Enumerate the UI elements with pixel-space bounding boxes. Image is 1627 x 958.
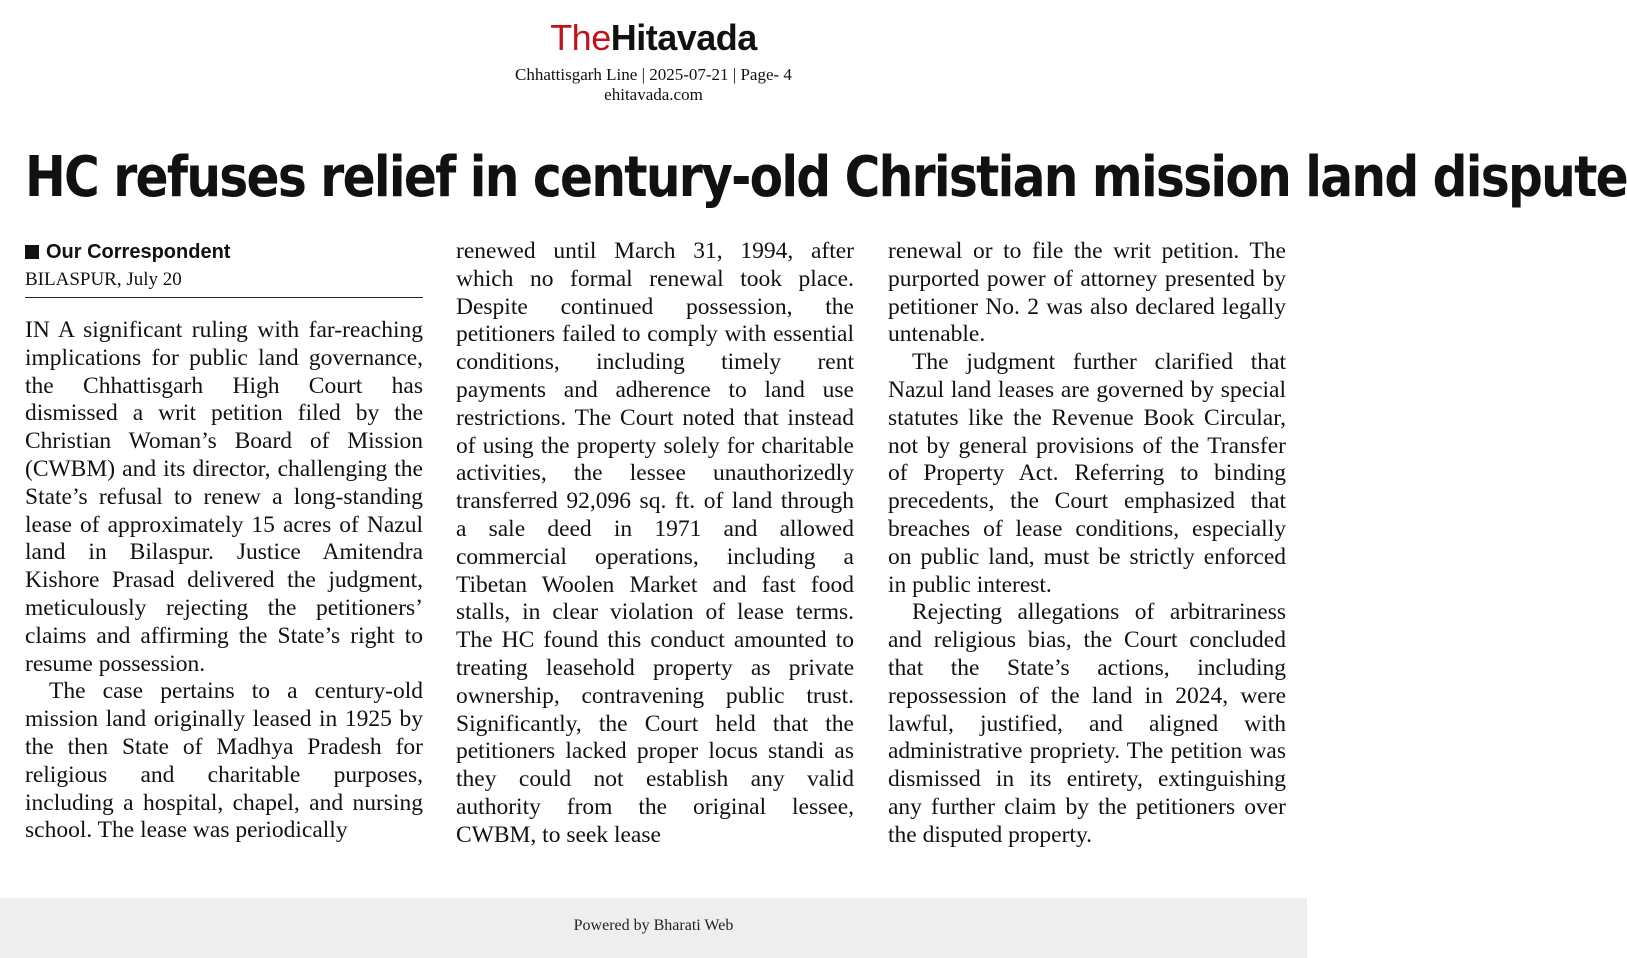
masthead bbox=[0, 18, 1307, 105]
paragraph: renewed until March 31, 1994, after which no formal renewal took place. Despite continued possession, the petitioners failed to comply with essential conditions, including timely rent payments and adherence to land use restrictions. The Court noted that instead of using the property solely for charitable activities, the lessee unauthorizedly transferred 92,096 sq. ft. of land through a sale deed in 1971 and allowed commercial operations, including a Tibetan Woolen Market and fast food stalls, in clear violation of lease terms. The HC found this conduct amounted to treating leasehold property as private ownership, contravening public trust. Significantly, the Court held that the petitioners lacked proper locus standi as they could not establish any valid authority from the original lessee, CWBM, to seek lease bbox=[456, 238, 854, 848]
separator: | bbox=[641, 65, 645, 84]
paragraph: renewal or to file the writ petition. The purported power of attorney presented by petitioner No. 2 was also declared legally untenable. bbox=[888, 238, 1286, 348]
site-url[interactable]: ehitavada.com bbox=[604, 85, 703, 104]
paragraph: The case pertains to a century-old mission land originally leased in 1925 by the then State of Madhya Pradesh for religious and charitable purposes, including a hospital, chapel, and nursing school. The lease was periodically bbox=[25, 678, 423, 844]
article-column-3 bbox=[888, 238, 1286, 850]
article-headline: HC refuses relief in century-old Christian mission land dispute bbox=[25, 145, 1627, 210]
edition-name: Chhattisgarh Line bbox=[515, 65, 638, 84]
separator: | bbox=[732, 65, 737, 84]
logo-part-hitavada: Hitavada bbox=[610, 17, 757, 58]
page-number: Page- 4 bbox=[740, 65, 792, 84]
article-column-2 bbox=[456, 238, 854, 850]
square-bullet-icon bbox=[25, 245, 39, 259]
logo-part-the: The bbox=[550, 17, 611, 58]
publication-logo[interactable] bbox=[0, 18, 1307, 58]
byline-text: Our Correspondent bbox=[46, 241, 231, 263]
powered-by-text[interactable]: Powered by Bharati Web bbox=[573, 917, 734, 934]
paragraph: The judgment further clarified that Nazul land leases are governed by special statutes like the Revenue Book Circular, not by general provisions of the Transfer of Property Act. Referring to binding precedents, the Court emphasized that breaches of lease conditions, especially on public land, must be strictly enforced in public interest. bbox=[888, 349, 1286, 598]
edition-info bbox=[0, 64, 1307, 85]
article-column-1 bbox=[25, 238, 423, 845]
paragraph: IN A significant ruling with far-reaching implications for public land governance, the Chhattisgarh High Court has dismissed a writ petition filed by the Christian Woman’s Board of Mission (CWBM) and its director, challenging the State’s refusal to renew a long-standing lease of approximately 15 acres of Nazul land in Bilaspur. Justice Amitendra Kishore Prasad delivered the judgment, meticulously rejecting the petitioners’ claims and affirming the State’s right to resume possession. bbox=[25, 317, 423, 677]
byline bbox=[25, 239, 423, 266]
footer bbox=[0, 898, 1307, 958]
edition-date: 2025-07-21 bbox=[649, 65, 729, 84]
paragraph: Rejecting allegations of arbitrariness and religious bias, the Court concluded that the State’s actions, including repossession of the land in 2024, were lawful, justified, and aligned with administrative propriety. The petition was dismissed in its entirety, extinguishing any further claim by the petitioners over the disputed property. bbox=[888, 599, 1286, 848]
dateline: BILASPUR, July 20 bbox=[25, 266, 423, 298]
